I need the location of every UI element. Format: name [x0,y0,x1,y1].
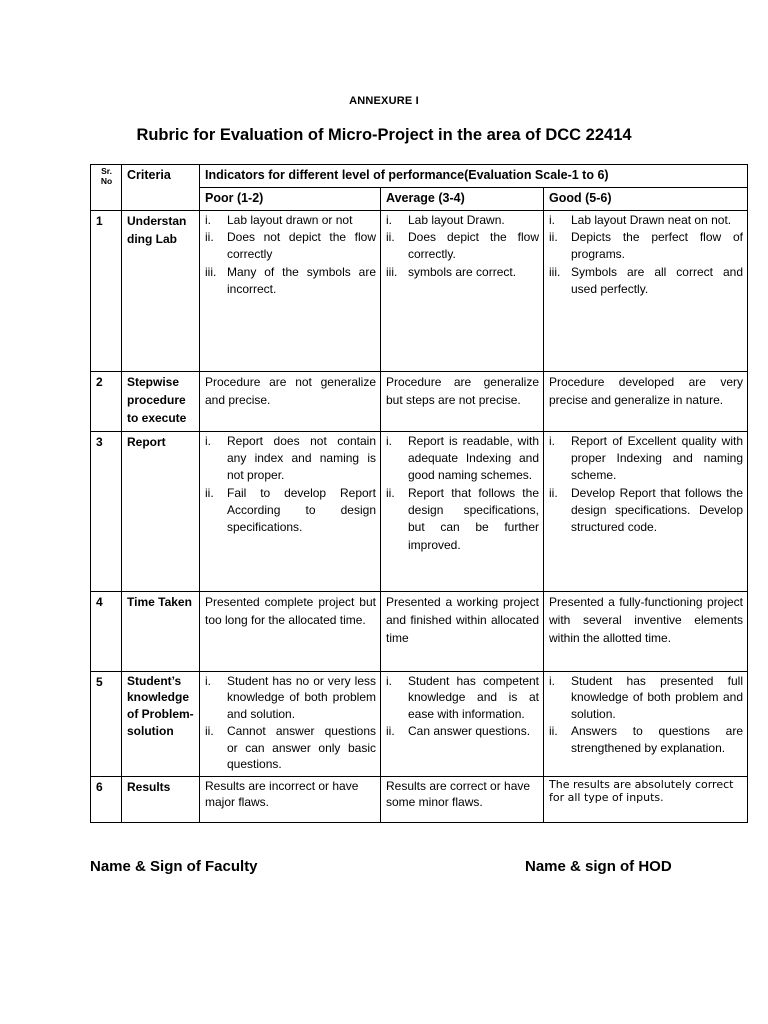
table-row [91,671,748,776]
poor-cell [200,671,381,776]
hod-signature-label: Name & sign of HOD [525,858,672,875]
poor-cell [200,431,381,591]
row-criteria: Report [122,431,200,591]
poor-cell: Procedure are not generalize and precise. [200,371,381,431]
average-cell: Presented a working project and finished within allocated time [381,591,544,671]
row-number: 5 [91,671,122,776]
faculty-signature-label: Name & Sign of Faculty [90,858,258,875]
level-poor-header: Poor (1-2) [200,187,381,210]
table-row [91,210,748,371]
table-row [91,431,748,591]
list-item: ii. Does not depict the flow correctly [205,229,376,262]
average-cell: Results are correct or have some minor flaws. [381,776,544,822]
list-item: i. Student has no or very less knowledge of both problem and solution. [205,673,376,722]
list-item: ii. Depicts the perfect flow of programs. [549,229,743,262]
good-cell: Presented a fully-functioning project with several inventive elements within the allotted time. [544,591,748,671]
list-item: iii. Many of the symbols are incorrect. [205,264,376,297]
good-cell [544,210,748,371]
good-cell [544,431,748,591]
average-cell [381,431,544,591]
row-number: 3 [91,431,122,591]
poor-cell: Presented complete project but too long for the allocated time. [200,591,381,671]
list-item: i. Student has presented full knowledge of both problem and solution. [549,673,743,722]
list-item: ii. Does depict the flow correctly. [386,229,539,262]
list-item: ii. Cannot answer questions or can answer only basic questions. [205,723,376,772]
list-item: ii. Answers to questions are strengthened by explanation. [549,723,743,755]
list-item: i. Student has competent knowledge and is at ease with information. [386,673,539,722]
list-item: i. Report does not contain any index and naming is not proper. [205,433,376,483]
row-criteria: Stepwise procedure to execute [122,371,200,431]
table-header-row [91,165,748,188]
list-item: ii. Report that follows the design specifications, but can be further improved. [386,485,539,552]
row-number: 6 [91,776,122,822]
rubric-table [90,164,748,823]
average-cell [381,210,544,371]
list-item: i. Report of Excellent quality with proper Indexing and naming scheme. [549,433,743,483]
list-item: ii. Can answer questions. [386,723,531,738]
good-cell: Procedure developed are very precise and generalize in nature. [544,371,748,431]
row-number: 1 [91,210,122,371]
good-cell [544,671,748,776]
list-item: ii. Develop Report that follows the design specifications. Develop structured code. [549,485,743,535]
row-criteria: Understan ding Lab [122,210,200,371]
row-criteria: Results [122,776,200,822]
page-title: Rubric for Evaluation of Micro-Project in the area of DCC 22414 [136,126,632,144]
list-item: i. Lab layout drawn or not [205,212,353,227]
list-item: i. Lab layout Drawn. [386,212,505,227]
list-item: i. Report is readable, with adequate Indexing and good naming schemes. [386,433,539,483]
level-good-header: Good (5-6) [544,187,748,210]
list-item: i. Lab layout Drawn neat on not. [549,212,732,227]
level-average-header: Average (3-4) [381,187,544,210]
poor-cell [200,210,381,371]
list-item: ii. Fail to develop Report According to design specifications. [205,485,376,535]
poor-cell: Results are incorrect or have major flaws. [200,776,381,822]
average-cell: Procedure are generalize but steps are not precise. [381,371,544,431]
table-row [91,776,748,822]
average-cell [381,671,544,776]
list-item: iii. symbols are correct. [386,264,517,279]
row-number: 4 [91,591,122,671]
row-criteria: Student’s knowledge of Problem-solution [122,671,200,776]
indicators-header: Indicators for different level of performance(Evaluation Scale-1 to 6) [200,165,748,188]
list-item: iii. Symbols are all correct and used perfectly. [549,264,743,297]
good-cell: The results are absolutely correct for all type of inputs. [544,776,748,822]
annexure-label: ANNEXURE I [349,95,419,107]
table-row [91,591,748,671]
srno-header: Sr. No [91,165,122,211]
row-criteria: Time Taken [122,591,200,671]
row-number: 2 [91,371,122,431]
criteria-header: Criteria [122,165,200,211]
table-row [91,371,748,431]
